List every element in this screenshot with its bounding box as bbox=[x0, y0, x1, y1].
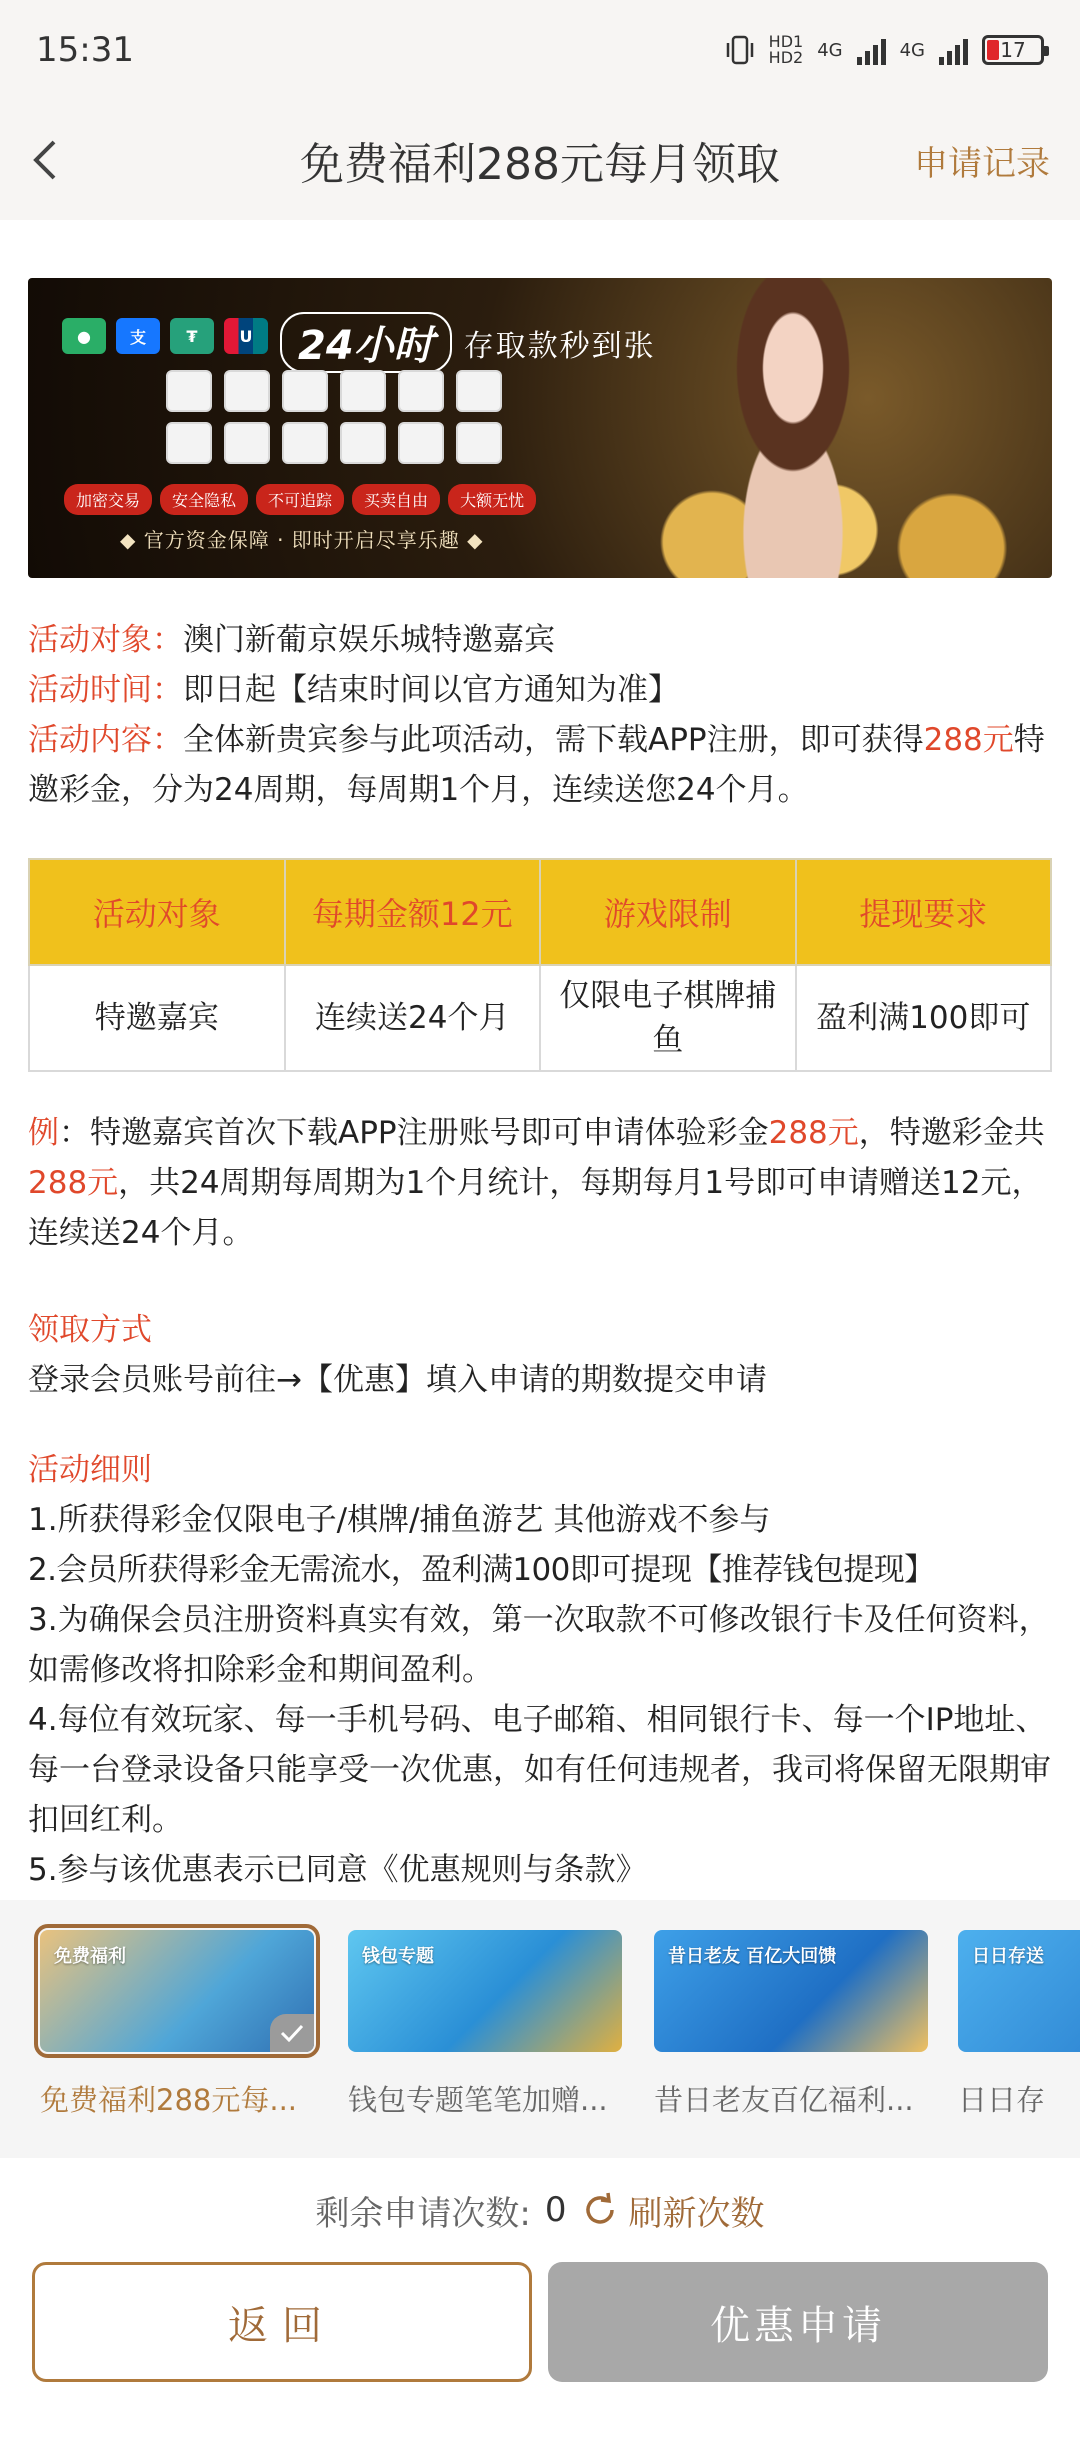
details-section bbox=[28, 1445, 1068, 1895]
model-illustration bbox=[678, 278, 908, 578]
refresh-label: 刷新次数 bbox=[628, 2193, 765, 2234]
promo-tab-label: 免费福利288元每... bbox=[40, 2083, 298, 2117]
banner-slogan: 存取款秒到张 bbox=[463, 328, 656, 364]
banner-headline bbox=[280, 312, 656, 373]
promo-thumb: 免费福利 bbox=[40, 1930, 314, 2052]
rule-item: 2.会员所获得彩金无需流水，盈利满100即可提现【推荐钱包提现】 bbox=[28, 1552, 935, 1588]
rule-item: 1.所获得彩金仅限电子/棋牌/捕鱼游艺 其他游戏不参与 bbox=[28, 1502, 771, 1538]
table-row bbox=[29, 965, 1051, 1071]
promo-tab-label: 昔日老友百亿福利... bbox=[654, 2083, 914, 2117]
tether-icon: ₮ bbox=[170, 318, 214, 354]
status-time: 15:31 bbox=[36, 30, 134, 70]
banner-pill: 安全隐私 bbox=[160, 484, 248, 515]
wallet-logos-grid bbox=[166, 370, 502, 464]
banner-hours: 24小时 bbox=[280, 312, 452, 373]
hd-label: HD1 HD2 bbox=[768, 32, 804, 67]
promo-tab-label: 日日存 bbox=[958, 2083, 1046, 2117]
table-cell: 盈利满100即可 bbox=[796, 965, 1052, 1071]
table-header-row bbox=[29, 859, 1051, 965]
promo-tab-free-bonus[interactable] bbox=[40, 1930, 314, 2119]
refresh-count-button[interactable] bbox=[581, 2186, 765, 2235]
vibrate-icon bbox=[725, 34, 755, 66]
apply-record-link[interactable]: 申请记录 bbox=[914, 143, 1050, 184]
banner-pill: 大额无忧 bbox=[448, 484, 536, 515]
promo-tab-daily-deposit[interactable] bbox=[958, 1930, 1080, 2119]
table-cell: 仅限电子棋牌捕鱼 bbox=[540, 965, 796, 1071]
rule-item: 4.每位有效玩家、每一手机号码、电子邮箱、相同银行卡、每一个IP地址、每一台登录设备只能享受一次优惠，如有任何违规者，我司将保留无限期审扣回红利。 bbox=[28, 1702, 1051, 1838]
remaining-applications bbox=[0, 2175, 1080, 2245]
promo-tab-old-friends[interactable] bbox=[654, 1930, 928, 2119]
signal-icon-2 bbox=[939, 35, 968, 65]
promo-banner bbox=[28, 278, 1052, 578]
remain-label: 剩余申请次数: bbox=[315, 2193, 531, 2234]
banner-pill: 买卖自由 bbox=[352, 484, 440, 515]
apply-promo-button[interactable]: 优惠申请 bbox=[548, 2262, 1048, 2382]
signal-icon bbox=[857, 35, 886, 65]
banner-pill: 加密交易 bbox=[64, 484, 152, 515]
promo-tab-wallet[interactable] bbox=[348, 1930, 622, 2119]
activity-info bbox=[28, 615, 1058, 815]
table-header: 活动对象 bbox=[29, 859, 285, 965]
table-header: 提现要求 bbox=[796, 859, 1052, 965]
page-title: 免费福利288元每月领取 bbox=[300, 139, 780, 190]
rule-item: 3.为确保会员注册资料真实有效，第一次取款不可修改银行卡及任何资料，如需修改将扣除彩金和期间盈利。 bbox=[28, 1602, 1050, 1688]
details-title: 活动细则 bbox=[28, 1452, 152, 1488]
remain-count: 0 bbox=[544, 2190, 567, 2230]
payment-logos bbox=[62, 318, 268, 354]
claim-text: 登录会员账号前往→【优惠】填入申请的期数提交申请 bbox=[28, 1362, 767, 1398]
check-icon bbox=[270, 2014, 314, 2052]
banner-subslogan: ◆ 官方资金保障 · 即时开启尽享乐趣 ◆ bbox=[120, 528, 484, 552]
table-header: 游戏限制 bbox=[540, 859, 796, 965]
claim-section bbox=[28, 1305, 1068, 1405]
banner-pill: 不可追踪 bbox=[256, 484, 344, 515]
table-cell: 连续送24个月 bbox=[285, 965, 541, 1071]
example-text: 例：特邀嘉宾首次下载APP注册账号即可申请体验彩金288元，特邀彩金共288元，共24周期每周期为1个月统计，每期每月1号即可申请赠送12元，连续送24个月。 bbox=[28, 1115, 1045, 1251]
battery-level: 17 bbox=[1000, 38, 1026, 62]
table-cell: 特邀嘉宾 bbox=[29, 965, 285, 1071]
status-bar bbox=[0, 0, 1080, 100]
nav-header bbox=[0, 100, 1080, 220]
table-header: 每期金额12元 bbox=[285, 859, 541, 965]
promo-tab-strip[interactable] bbox=[0, 1900, 1080, 2158]
claim-title: 领取方式 bbox=[28, 1312, 152, 1348]
promo-thumb: 日日存送 bbox=[958, 1930, 1080, 2052]
activity-time: 活动时间：即日起【结束时间以官方通知为准】 bbox=[28, 672, 679, 708]
promo-thumb: 钱包专题 bbox=[348, 1930, 622, 2052]
network-4g-2: 4G bbox=[899, 39, 925, 61]
unionpay-icon: U bbox=[224, 318, 268, 354]
rule-item: 5.参与该优惠表示已同意《优惠规则与条款》 bbox=[28, 1852, 647, 1888]
refresh-icon bbox=[581, 2191, 619, 2229]
wechat-pay-icon: ● bbox=[62, 318, 106, 354]
back-arrow-icon[interactable] bbox=[0, 100, 90, 220]
status-icons bbox=[725, 34, 1044, 66]
battery-icon bbox=[982, 35, 1044, 65]
promo-tab-label: 钱包专题笔笔加赠... bbox=[348, 2083, 608, 2117]
activity-target: 活动对象：澳门新葡京娱乐城特邀嘉宾 bbox=[28, 622, 555, 658]
network-4g-1: 4G bbox=[817, 39, 843, 61]
alipay-icon: 支 bbox=[116, 318, 160, 354]
promo-thumb: 昔日老友 百亿大回馈 bbox=[654, 1930, 928, 2052]
back-button[interactable]: 返回 bbox=[32, 2262, 532, 2382]
banner-feature-pills bbox=[64, 484, 536, 515]
activity-table bbox=[28, 858, 1052, 1072]
activity-content: 活动内容：全体新贵宾参与此项活动，需下载APP注册，即可获得288元特邀彩金，分为24周期，每周期1个月，连续送您24个月。 bbox=[28, 722, 1045, 808]
